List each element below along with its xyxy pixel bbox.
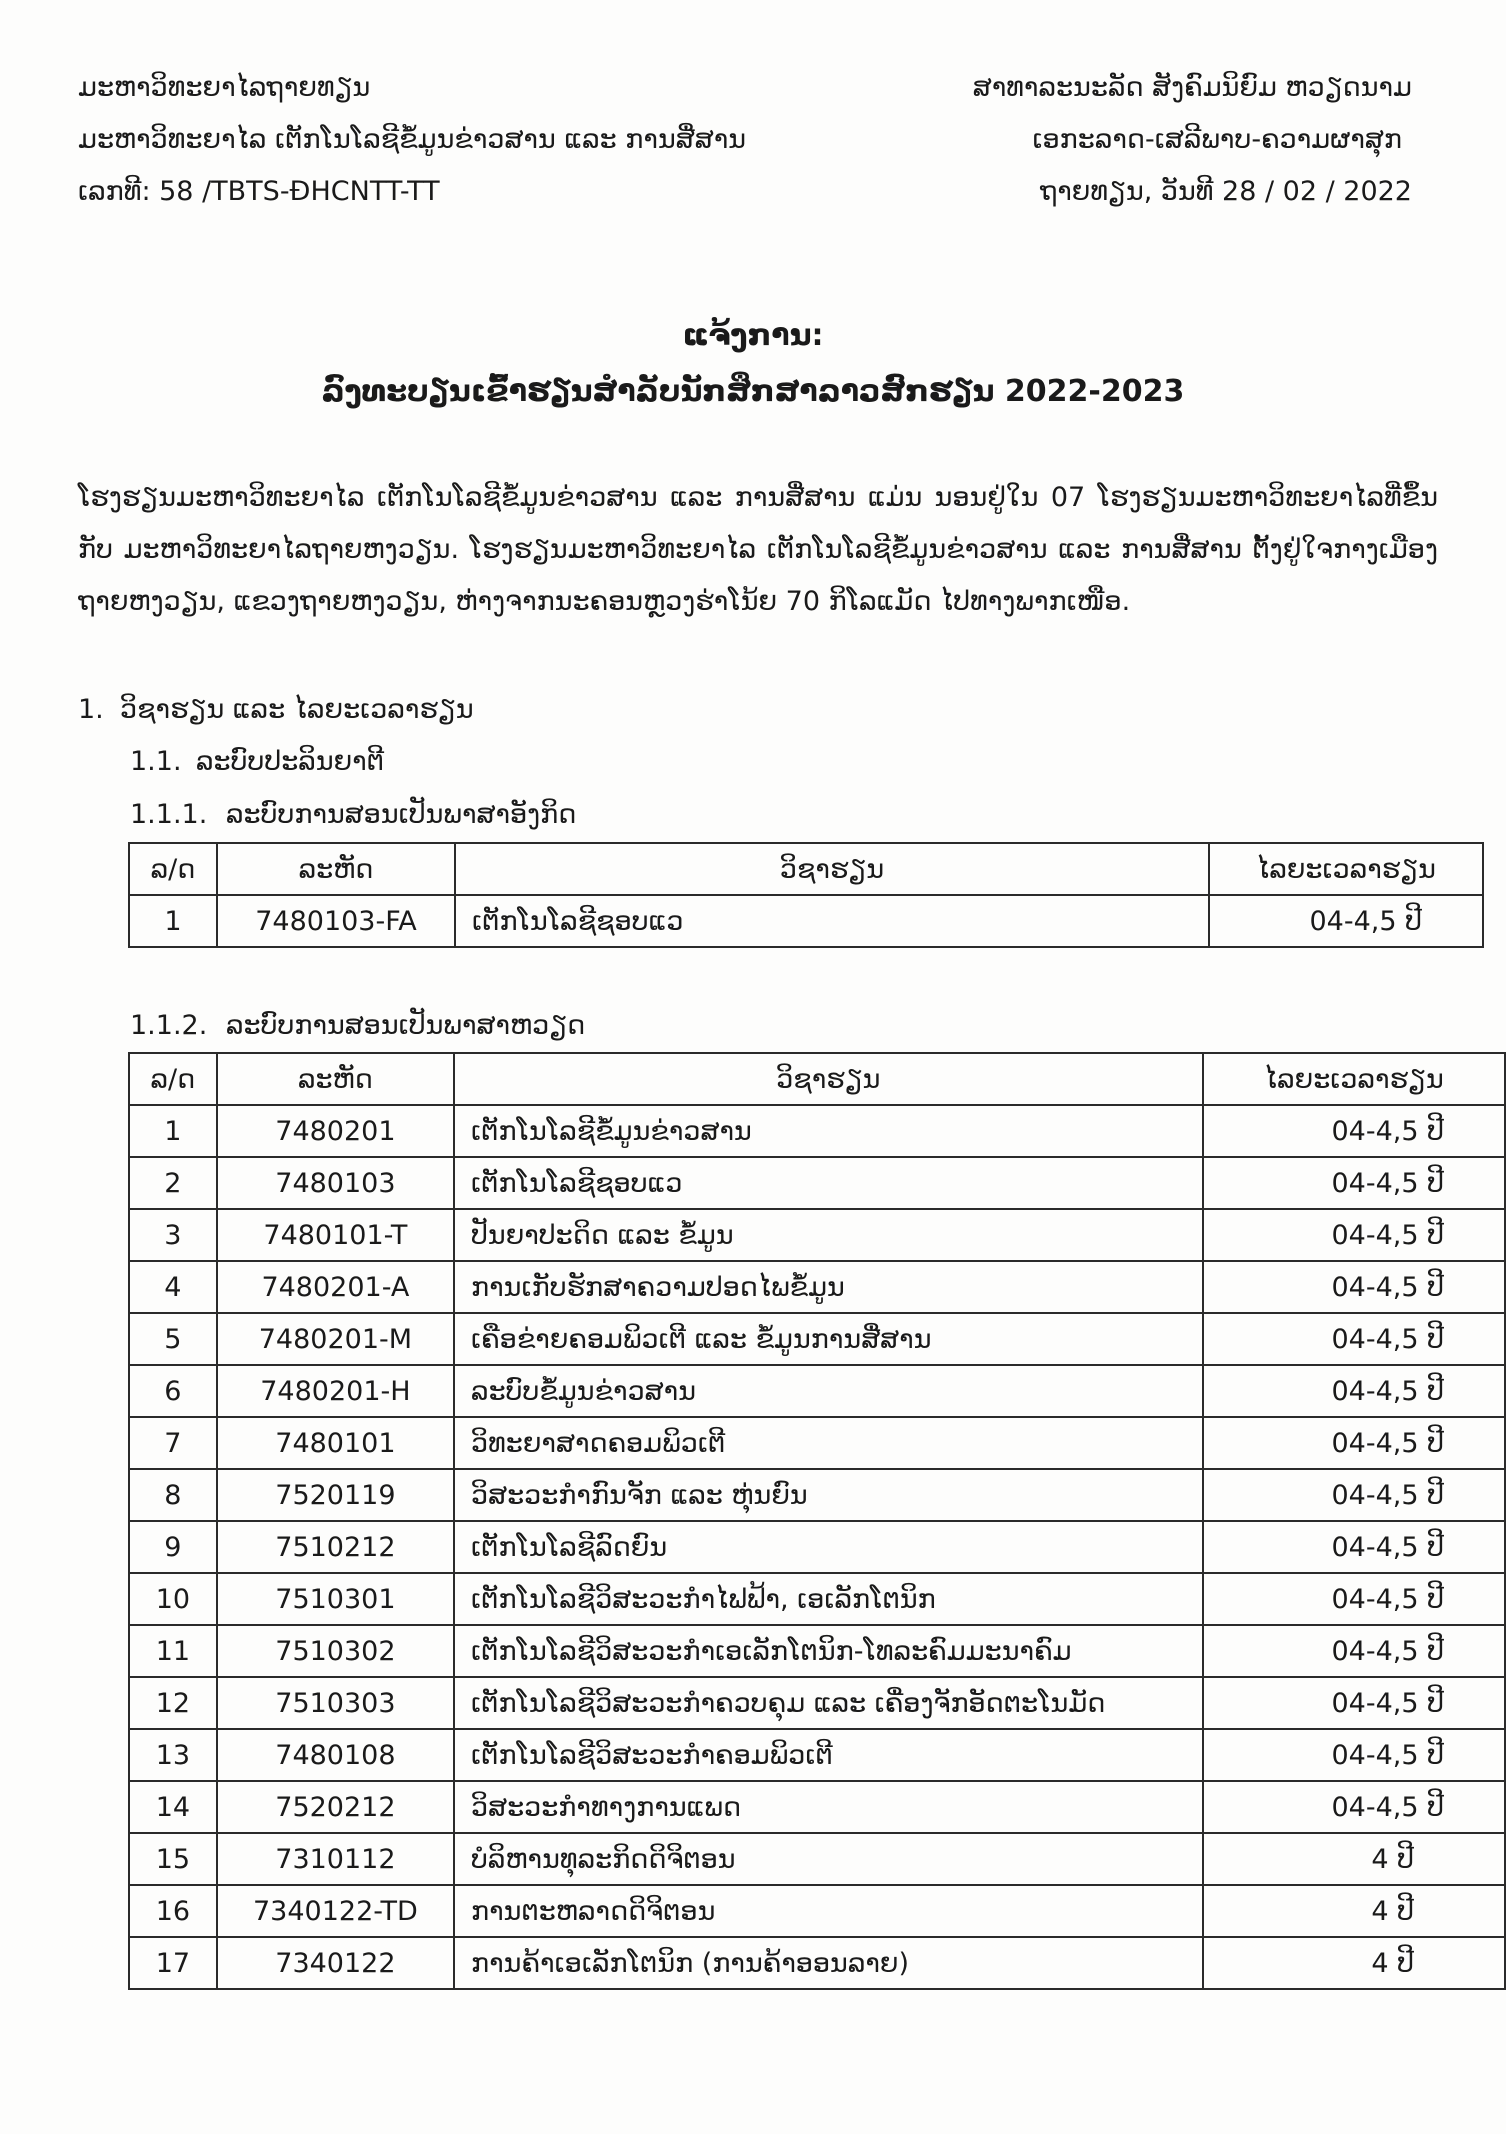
row-number: 1 bbox=[129, 895, 217, 947]
major-code: 7510302 bbox=[217, 1625, 454, 1677]
major-name: ເຕັກໂນໂລຊີວິສະວະກຳຄວບຄຸມ ແລະ ເຄື່ອງຈັກອັດຕະໂນມັດ bbox=[454, 1677, 1203, 1729]
study-duration: 04-4,5 ປີ bbox=[1203, 1573, 1505, 1625]
table-row bbox=[129, 1677, 1505, 1729]
row-number: 17 bbox=[129, 1937, 217, 1989]
major-code: 7480101 bbox=[217, 1417, 454, 1469]
major-code: 7310112 bbox=[217, 1833, 454, 1885]
table-row bbox=[129, 1833, 1505, 1885]
major-name: ເຄືອຂ່າຍຄອມພິວເຕີ ແລະ ຂໍ້ມູນການສື່ສານ bbox=[454, 1313, 1203, 1365]
section-1-1-1-heading bbox=[130, 795, 576, 835]
table-row bbox=[129, 1365, 1505, 1417]
section-number: 1.1.1. bbox=[130, 799, 208, 830]
major-code: 7510303 bbox=[217, 1677, 454, 1729]
title-notice: ແຈ້ງການ: bbox=[682, 318, 824, 353]
study-duration: 04-4,5 ປີ bbox=[1203, 1521, 1505, 1573]
study-duration: 04-4,5 ປີ bbox=[1209, 895, 1483, 947]
major-code: 7480201-M bbox=[217, 1313, 454, 1365]
table-row bbox=[129, 1261, 1505, 1313]
study-duration: 04-4,5 ປີ bbox=[1203, 1625, 1505, 1677]
study-duration: 04-4,5 ປີ bbox=[1203, 1365, 1505, 1417]
vietnamese-program-table bbox=[128, 1052, 1506, 1990]
header-code: ລະຫັດ bbox=[217, 843, 455, 895]
major-code: 7480103-FA bbox=[217, 895, 455, 947]
section-label: ລະບົບການສອນເປັນພາສາຫວຽດ bbox=[226, 1010, 586, 1041]
section-label: ລະບົບການສອນເປັນພາສາອັງກິດ bbox=[226, 799, 577, 830]
study-duration: 04-4,5 ປີ bbox=[1203, 1469, 1505, 1521]
row-number: 14 bbox=[129, 1781, 217, 1833]
row-number: 10 bbox=[129, 1573, 217, 1625]
section-number: 1.1.2. bbox=[130, 1010, 208, 1041]
table-row bbox=[129, 1313, 1505, 1365]
table-row bbox=[129, 1157, 1505, 1209]
row-number: 9 bbox=[129, 1521, 217, 1573]
section-number: 1.1. bbox=[130, 746, 182, 777]
header-major: ວິຊາຮຽນ bbox=[455, 843, 1209, 895]
header-right bbox=[973, 62, 1412, 218]
section-label: ລະບົບປະລິນຍາຕີ bbox=[196, 746, 385, 777]
document-date: ຖາຍທຽນ, ວັນທີ 28 / 02 / 2022 bbox=[1039, 176, 1412, 207]
major-name: ວິສະວະກຳກົນຈັກ ແລະ ຫຸ່ນຍົນ bbox=[454, 1469, 1203, 1521]
english-program-table bbox=[128, 842, 1484, 948]
major-name: ການຕະຫລາດດິຈິຕອນ bbox=[454, 1885, 1203, 1937]
major-name: ການຄ້າເອເລັກໂຕນິກ (ການຄ້າອອນລາຍ) bbox=[454, 1937, 1203, 1989]
row-number: 8 bbox=[129, 1469, 217, 1521]
study-duration: 4 ປີ bbox=[1203, 1833, 1505, 1885]
major-name: ລະບົບຂໍ້ມູນຂ່າວສານ bbox=[454, 1365, 1203, 1417]
table-row bbox=[129, 1469, 1505, 1521]
header-duration: ໄລຍະເວລາຮຽນ bbox=[1209, 843, 1483, 895]
table-row bbox=[129, 1729, 1505, 1781]
major-name: ປັນຍາປະດິດ ແລະ ຂໍ້ມູນ bbox=[454, 1209, 1203, 1261]
study-duration: 4 ປີ bbox=[1203, 1937, 1505, 1989]
major-name: ເຕັກໂນໂລຊີຊອບແວ bbox=[455, 895, 1209, 947]
major-name: ເຕັກໂນໂລຊີວິສະວະກຳເອເລັກໂຕນິກ-ໂທລະຄົມມະນາຄົມ bbox=[454, 1625, 1203, 1677]
row-number: 15 bbox=[129, 1833, 217, 1885]
row-number: 4 bbox=[129, 1261, 217, 1313]
document-title bbox=[0, 308, 1506, 420]
row-number: 7 bbox=[129, 1417, 217, 1469]
header-code: ລະຫັດ bbox=[217, 1053, 454, 1105]
table-row bbox=[129, 1105, 1505, 1157]
major-code: 7480201-A bbox=[217, 1261, 454, 1313]
major-code: 7480101-T bbox=[217, 1209, 454, 1261]
major-code: 7510212 bbox=[217, 1521, 454, 1573]
major-code: 7520212 bbox=[217, 1781, 454, 1833]
row-number: 2 bbox=[129, 1157, 217, 1209]
study-duration: 04-4,5 ປີ bbox=[1203, 1781, 1505, 1833]
major-name: ເຕັກໂນໂລຊີລົດຍົນ bbox=[454, 1521, 1203, 1573]
major-code: 7480201 bbox=[217, 1105, 454, 1157]
major-name: ເຕັກໂນໂລຊີວິສະວະກຳໄຟຟ້າ, ເອເລັກໂຕນິກ bbox=[454, 1573, 1203, 1625]
major-name: ບໍລິຫານທຸລະກິດດິຈິຕອນ bbox=[454, 1833, 1203, 1885]
table-row bbox=[129, 895, 1483, 947]
section-label: ວິຊາຮຽນ ແລະ ໄລຍະເວລາຮຽນ bbox=[120, 694, 474, 725]
major-code: 7480201-H bbox=[217, 1365, 454, 1417]
major-code: 7510301 bbox=[217, 1573, 454, 1625]
major-code: 7340122-TD bbox=[217, 1885, 454, 1937]
study-duration: 04-4,5 ປີ bbox=[1203, 1729, 1505, 1781]
row-number: 5 bbox=[129, 1313, 217, 1365]
study-duration: 04-4,5 ປີ bbox=[1203, 1105, 1505, 1157]
major-name: ວິສະວະກຳທາງການແພດ bbox=[454, 1781, 1203, 1833]
header-duration: ໄລຍະເວລາຮຽນ bbox=[1203, 1053, 1505, 1105]
study-duration: 04-4,5 ປີ bbox=[1203, 1209, 1505, 1261]
row-number: 11 bbox=[129, 1625, 217, 1677]
row-number: 1 bbox=[129, 1105, 217, 1157]
university-name: ມະຫາວິທະຍາໄລ ເຕັກໂນໂລຊີຂໍ້ມູນຂ່າວສານ ແລະ ການສື່ສານ bbox=[78, 124, 747, 155]
table-header-row bbox=[129, 1053, 1505, 1105]
study-duration: 04-4,5 ປີ bbox=[1203, 1261, 1505, 1313]
table-row bbox=[129, 1573, 1505, 1625]
study-duration: 04-4,5 ປີ bbox=[1203, 1313, 1505, 1365]
major-name: ວິທະຍາສາດຄອມພິວເຕີ bbox=[454, 1417, 1203, 1469]
table-row bbox=[129, 1937, 1505, 1989]
table-row bbox=[129, 1625, 1505, 1677]
header-major: ວິຊາຮຽນ bbox=[454, 1053, 1203, 1105]
header-no: ລ/ດ bbox=[129, 1053, 217, 1105]
intro-paragraph: ໂຮງຮຽນມະຫາວິທະຍາໄລ ເຕັກໂນໂລຊີຂໍ້ມູນຂ່າວສານ ແລະ ການສື່ສານ ແມ່ນ ນອນຢູ່ໃນ 07 ໂຮງຮຽນມະຫາວິທະຍາໄລທີ່ຂຶ້ນກັບ ມະຫາວິທະຍາໄລຖາຍຫງວຽນ. ໂຮງຮຽນມະຫາວິທະຍາໄລ ເຕັກໂນໂລຊີຂໍ້ມູນຂ່າວສານ ແລະ ການສື່ສານ ຕັ້ງຢູ່ໃຈກາງເມືອງ ຖາຍຫງວຽນ, ແຂວງຖາຍຫງວຽນ, ຫ່າງຈາກນະຄອນຫຼວງຮ່າໂນ້ຍ 70 ກິໂລແມັດ ໄປທາງພາກເໜືອ. bbox=[78, 482, 1438, 617]
table-row bbox=[129, 1885, 1505, 1937]
major-name: ເຕັກໂນໂລຊີຊອບແວ bbox=[454, 1157, 1203, 1209]
row-number: 13 bbox=[129, 1729, 217, 1781]
section-number: 1. bbox=[78, 694, 104, 725]
section-1-heading bbox=[78, 690, 474, 730]
major-name: ເຕັກໂນໂລຊີຂໍ້ມູນຂ່າວສານ bbox=[454, 1105, 1203, 1157]
major-code: 7480103 bbox=[217, 1157, 454, 1209]
study-duration: 04-4,5 ປີ bbox=[1203, 1677, 1505, 1729]
table-header-row bbox=[129, 843, 1483, 895]
table-row bbox=[129, 1417, 1505, 1469]
ministry-name: ມະຫາວິທະຍາໄລຖາຍທຽນ bbox=[78, 72, 371, 103]
country-name: ສາທາລະນະລັດ ສັງຄົມນິຍົມ ຫວຽດນາມ bbox=[972, 72, 1412, 103]
study-duration: 4 ປີ bbox=[1203, 1885, 1505, 1937]
table-row bbox=[129, 1209, 1505, 1261]
study-duration: 04-4,5 ປີ bbox=[1203, 1157, 1505, 1209]
row-number: 3 bbox=[129, 1209, 217, 1261]
reference-number: ເລກທີ: 58 /TBTS-ĐHCNTT-TT bbox=[78, 176, 440, 207]
national-motto: ເອກະລາດ-ເສລີພາບ-ຄວາມຜາສຸກ bbox=[1032, 124, 1402, 155]
major-name: ການເກັບຮັກສາຄວາມປອດໄພຂໍ້ມູນ bbox=[454, 1261, 1203, 1313]
major-code: 7520119 bbox=[217, 1469, 454, 1521]
study-duration: 04-4,5 ປີ bbox=[1203, 1417, 1505, 1469]
title-subject: ລົງທະບຽນເຂົ້າຮຽນສຳລັບນັກສຶກສາລາວສົກຮຽນ 2022-2023 bbox=[321, 374, 1185, 409]
major-code: 7340122 bbox=[217, 1937, 454, 1989]
table-row bbox=[129, 1781, 1505, 1833]
header-no: ລ/ດ bbox=[129, 843, 217, 895]
row-number: 16 bbox=[129, 1885, 217, 1937]
major-name: ເຕັກໂນໂລຊີວິສະວະກຳຄອມພິວເຕີ bbox=[454, 1729, 1203, 1781]
row-number: 12 bbox=[129, 1677, 217, 1729]
table-row bbox=[129, 1521, 1505, 1573]
section-1-1-heading bbox=[130, 742, 384, 782]
major-code: 7480108 bbox=[217, 1729, 454, 1781]
section-1-1-2-heading bbox=[130, 1006, 585, 1046]
header-left bbox=[78, 62, 746, 218]
row-number: 6 bbox=[129, 1365, 217, 1417]
